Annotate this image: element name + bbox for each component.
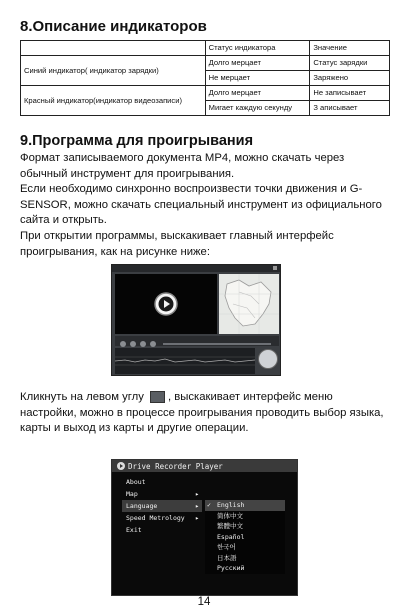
language-option-traditional-chinese[interactable]: 繁體中文 — [217, 522, 243, 530]
chevron-right-icon: ▸ — [195, 514, 199, 522]
table-row — [21, 86, 390, 101]
main-menu — [122, 476, 202, 536]
menu-screenshot — [111, 459, 298, 596]
red-status-1: Долго мерцает — [205, 86, 310, 101]
red-status-2: Мигает каждую секунду — [205, 101, 310, 116]
language-option-simplified-chinese[interactable]: 简体中文 — [217, 511, 243, 520]
section9-body — [20, 151, 392, 260]
app-logo-icon — [115, 460, 127, 472]
paragraph-open: При открытии программы, выскакивает главный интерфейс проигрывания, как на рисунке ниже: — [20, 229, 334, 258]
header-meaning: Значение — [310, 41, 390, 56]
red-meaning-2: З аписывает — [310, 101, 390, 116]
player-titlebar — [112, 265, 280, 272]
language-submenu — [205, 500, 285, 574]
video-panel — [115, 274, 217, 334]
language-option-korean[interactable]: 한국어 — [217, 543, 236, 551]
blue-indicator-name: Синий индикатор( индикатор зарядки) — [21, 56, 206, 86]
red-indicator-name: Красный индикатор(индикатор видеозаписи) — [21, 86, 206, 116]
blue-status-1: Долго мерцает — [205, 56, 310, 71]
instruction-text-before: Кликнуть на левом углу — [20, 391, 144, 403]
menu-instruction — [20, 390, 392, 437]
blue-meaning-2: Заряжено — [310, 71, 390, 86]
gsensor-wave-icon — [115, 348, 255, 374]
language-option-japanese[interactable]: 日本語 — [217, 553, 237, 562]
menu-item-about[interactable]: About — [126, 478, 146, 486]
speed-dial-icon — [258, 349, 278, 369]
page-number: 14 — [197, 596, 211, 608]
check-icon: ✓ — [207, 501, 211, 509]
player-screenshot — [111, 264, 281, 376]
indicator-table — [20, 40, 390, 116]
table-corner-cell — [21, 41, 206, 56]
paragraph-format: Формат записываемого документа MP4, можно скачать через обычный инструмент для проигрывания. — [20, 152, 345, 180]
table-row — [21, 56, 390, 71]
instruction-text-after: , выскакивает интерфейс меню настройки, можно в процессе проигрывания проводить выбор языка, карты и выход из карты и другие операции. — [20, 391, 384, 435]
chevron-right-icon: ▸ — [195, 502, 199, 510]
menu-item-language[interactable]: Language ▸ — [122, 500, 202, 512]
language-option-english[interactable]: ✓ English — [205, 500, 285, 511]
menu-titlebar — [112, 460, 297, 472]
menu-item-map[interactable]: Map ▸ — [126, 490, 199, 498]
map-icon — [219, 274, 279, 334]
header-status: Статус индикатора — [205, 41, 310, 56]
language-option-russian[interactable]: Русский — [217, 564, 245, 572]
menu-corner-icon — [150, 391, 165, 403]
menu-title: Drive Recorder Player — [128, 462, 223, 471]
section8-title: 8.Описание индикаторов — [20, 18, 207, 35]
table-header-row — [21, 41, 390, 56]
player-controls — [115, 336, 279, 346]
language-option-spanish[interactable]: Español — [217, 532, 245, 541]
menu-item-exit[interactable]: Exit — [126, 526, 142, 534]
section9-title: 9.Программа для проигрывания — [20, 133, 254, 149]
map-panel — [219, 274, 279, 334]
gsensor-graph — [115, 348, 255, 374]
chevron-right-icon: ▸ — [195, 490, 199, 498]
blue-meaning-1: Статус зарядки — [310, 56, 390, 71]
red-meaning-1: Не записывает — [310, 86, 390, 101]
paragraph-gsensor: Если необходимо синхронно воспроизвести точки движения и G-SENSOR, можно скачать специальный инструмент из официального сайта и открыть. — [20, 183, 382, 227]
close-icon — [273, 266, 277, 270]
menu-item-speed-metrology[interactable]: Speed Metrology ▸ — [126, 514, 199, 522]
blue-status-2: Не мерцает — [205, 71, 310, 86]
play-icon — [115, 274, 217, 334]
